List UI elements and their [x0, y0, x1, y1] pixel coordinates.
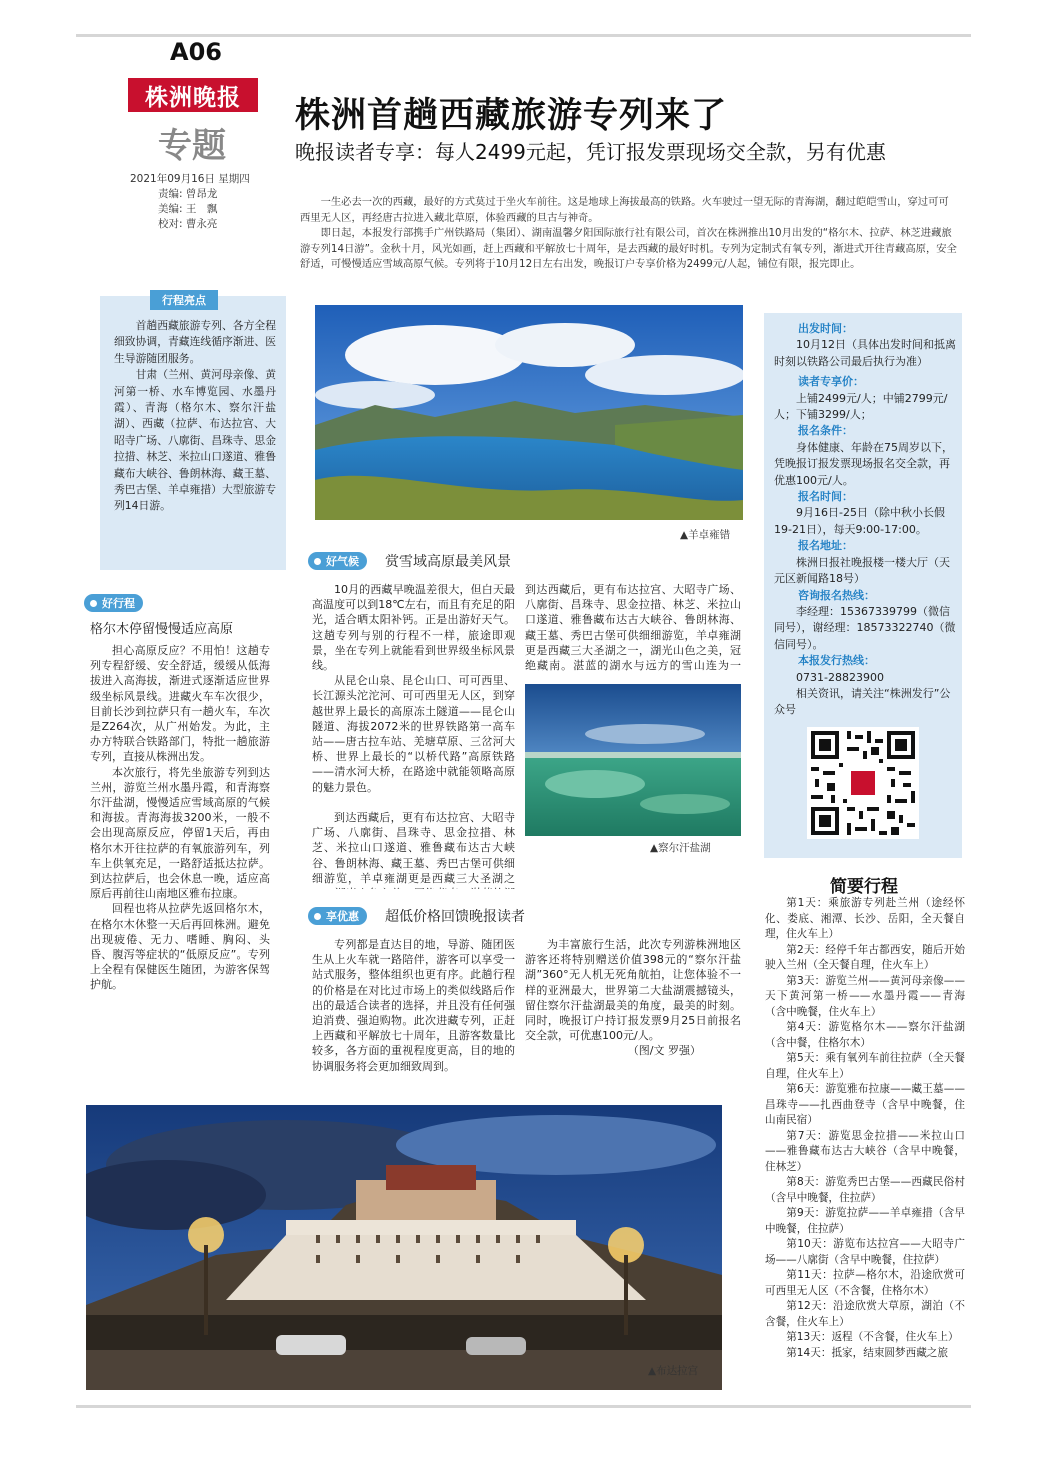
itinerary-day: 第1天：乘旅游专列赴兰州（途经怀化、娄底、湘潭、长沙、岳阳，全天餐自理，住火车上）: [765, 897, 965, 940]
section-name: 专题: [158, 126, 226, 166]
departure-label: 出发时间：: [798, 322, 853, 335]
column-deal-1: [312, 937, 515, 1074]
proofreader-line: 校对: 曹永亮: [158, 218, 218, 230]
address-label: 报名地址：: [798, 539, 853, 553]
bottom-rule: [76, 1405, 971, 1408]
itinerary-day: 第6天：游览雅布拉康——藏王墓——昌珠寺——扎西曲登寺（含早中晚餐，住山南民宿）: [765, 1083, 965, 1126]
circle-icon: [88, 598, 99, 609]
column-trip: [90, 643, 270, 993]
section-title-deal: 超低价格回馈晚报读者: [385, 909, 525, 925]
distribution-label: 本报发行热线：: [798, 654, 875, 668]
paragraph: 从昆仑山泉、昆仑山口、可可西里、长江源头沱沱河、可可西里无人区，到穿越世界上最长的高原冻土隧道——昆仑山隧道、海拔2072米的世界铁路第一高车站——唐古拉车站、羌塘草原、三岔河大桥、世界上最长的“以桥代路”高原铁路——清水河大桥，在路途中就能领略高原的魅力景色。: [312, 674, 515, 794]
edition-info: [130, 172, 270, 232]
column-weather-3: [525, 582, 741, 674]
section-head-deal: [308, 906, 525, 926]
section-head-trip: [84, 594, 143, 612]
column-weather-1: [312, 582, 515, 795]
itinerary-day: 第13天：返程（不含餐，住火车上）: [786, 1331, 959, 1343]
departure-text: 10月12日（具体出发时间和抵离时刻以铁路公司最后执行为准）: [774, 338, 956, 368]
lake-illustration: [315, 305, 743, 520]
itinerary-list: [765, 896, 965, 1394]
photo-potala-palace: [86, 1105, 722, 1390]
photo-salt-lake: [525, 684, 741, 836]
itinerary-day: 第14天：抵家，结束圆梦西藏之旅: [786, 1346, 948, 1359]
signup-time-label: 报名时间：: [798, 490, 853, 504]
caption-palace: ▲布达拉宫: [648, 1365, 699, 1377]
circle-icon: [312, 911, 323, 922]
column-deal-2: [525, 937, 741, 1059]
info-box: [764, 313, 962, 858]
condition-text: 身体健康、年龄在75周岁以下，凭晚报订报发票现场报名交全款，再优惠100元/人。: [774, 440, 953, 487]
qr-code[interactable]: [807, 727, 919, 839]
wechat-text: 相关资讯，请关注“株洲发行”公众号: [774, 686, 951, 717]
lead-paragraph: 即日起，本报发行部携手广州铁路局（集团）、湖南温馨夕阳国际旅行社有限公司，首次在株洲推出10月出发的“格尔木、拉萨、林芝进藏旅游专列14日游”。金秋十月，风光如画，赶上西藏和平解放七十周年，是去西藏的最好时机。专列为定制式有氧专列，渐进式开往青藏高原，安全舒适，可慢慢适应雪域高原气候。专列将于10月12日左右出发，晚报订户专享价格为2499元/人起，铺位有限，报完即止。: [300, 227, 957, 270]
paragraph: 回程也将从拉萨先返回格尔木，在格尔木休整一天后再回株洲。避免出现疲倦、无力、嗜睡、胸闷、头昏、腹泻等症状的“低原反应”。专列上全程有保健医生随团，为游客保驾护航。: [90, 902, 270, 992]
tag-good-trip: 好行程: [84, 594, 143, 612]
itinerary-day: 第9天：游览拉萨——羊卓雍措（含早中晚餐，住拉萨）: [765, 1207, 965, 1235]
hotline-label: 咨询报名热线：: [798, 588, 875, 602]
paragraph: 本次旅行，将先坐旅游专列到达兰州，游览兰州水墨丹霞，和青海察尔汗盐湖，慢慢适应雪域高原的气候和海拔。青海海拔3200米，一般不会出现高原反应，停留1天后，再由格尔木开往拉萨的有氧旅游列车，列车上供氧充足，一路舒适抵达拉萨。到达拉萨后，也会休息一晚，适应高原后再前往山南地区雅布拉康。: [90, 765, 270, 901]
salt-lake-illustration: [525, 684, 741, 836]
photo-yamdrok-lake: [315, 305, 743, 520]
hotline-text: 李经理：15367339799（微信同号），谢经理：18573322740（微信同号）。: [774, 604, 956, 651]
column-weather-2: [312, 810, 515, 889]
paragraph: 专列都是直达目的地，导游、随团医生从上火车就一路陪伴，游客可以享受一站式服务，整体组织也更有序。此趟行程的价格是在对比过市场上的类似线路后作出的最适合读者的选择，并且没有任何强迫消费、强迫购物。此次进藏专列，正赶上西藏和平解放七十周年，且游客数量比较多，各方面的重视程度更高，目的地的协调服务将会更加细致周到。: [312, 938, 515, 1073]
headline-subtitle: 晚报读者专享：每人2499元起，凭订报发票现场交全款，另有优惠: [295, 140, 886, 164]
palace-illustration: [86, 1105, 722, 1390]
distribution-phone: 0731-28823900: [796, 670, 884, 684]
headline-title: 株洲首趟西藏旅游专列来了: [295, 96, 728, 136]
paragraph: 担心高原反应？不用怕！这趟专列专程舒缓、安全舒适，缓缓从低海拔进入高海拔，渐进式逐渐适应世界级坐标风景线。进藏火车车次很少，目前长沙到拉萨只有一趟火车，车次是Z264次，从广州始发。为此，主办方特联合铁路部门，特批一趟旅游专列，直接从株洲出发。: [90, 644, 270, 764]
itinerary-day: 第11天：拉萨—格尔木，沿途欣赏可可西里无人区（不含餐，住格尔木）: [765, 1269, 965, 1297]
itinerary-day: 第5天：乘有氧列车前往拉萨（全天餐自理，住火车上）: [765, 1052, 965, 1080]
condition-label: 报名条件：: [798, 424, 853, 438]
caption-lake: ▲羊卓雍错: [680, 529, 731, 541]
signup-time-text: 9月16日-25日（除中秋小长假19-21日），每天9:00-17:00。: [774, 506, 945, 536]
itinerary-day: 第12天：沿途欣赏大草原，湖泊（不含餐，住火车上）: [765, 1300, 965, 1328]
designer-line: 美编: 王 飘: [158, 203, 218, 215]
itinerary-day: 第8天：游览秀巴古堡——西藏民俗村（含早中晚餐，住拉萨）: [765, 1176, 965, 1204]
paragraph: 10月的西藏早晚温差很大，但白天最高温度可以到18℃左右，而且有充足的阳光，适合晒太阳补钙。正是出游好天气。这趟专列与别的行程不一样，旅途即观景，坐在专列上就能看到世界级坐标风景线。: [312, 583, 515, 673]
caption-salt-lake: ▲察尔汗盐湖: [650, 842, 711, 854]
lead-text: [300, 195, 958, 273]
price-text: 上铺2499元/人；中铺2799元/人；下铺3299/人；: [774, 391, 948, 422]
highlights-paragraph: 首趟西藏旅游专列、各方全程细致协调，青藏连线循序渐进、医生导游随团服务。: [114, 319, 276, 365]
paper-logo: 株洲晚报: [128, 78, 258, 112]
itinerary-day: 第2天：经停千年古都西安，随后开始驶入兰州（全天餐自理，住火车上）: [765, 943, 965, 971]
qr-pattern: [807, 727, 919, 839]
tag-weather: 好气候: [308, 552, 367, 570]
page-code: A06: [170, 38, 222, 66]
itinerary-day: 第7天：游览思金拉措——米拉山口——雅鲁藏布达古大峡谷（含早中晚餐，住林芝）: [765, 1129, 965, 1173]
date-line: 2021年09月16日 星期四: [130, 173, 250, 185]
paragraph: 到达西藏后，更有布达拉宫、大昭寺广场、八廓街、昌珠寺、思金拉措、林芝、米拉山口遂道、雅鲁藏布达古大峡谷、鲁朗林海、藏王墓、秀巴古堡可供细细游览，羊卓雍湖更是西藏三大圣湖之一，湖光山色之美，冠绝藏南。湛蓝的湖水与远方的雪山连为一: [525, 583, 741, 673]
highlights-paragraph: 甘肃（兰州、黄河母亲像、黄河第一桥、水车博览园、水墨丹霞）、青海（格尔木、察尔汗盐湖）、西藏（拉萨、布达拉宫、大昭寺广场、八廓街、昌珠寺、思金拉措、林芝、米拉山口遂道、雅鲁藏布大峡谷、鲁朗林海、藏王墓、秀巴古堡、羊卓雍措）大型旅游专列14日游。: [114, 368, 276, 513]
lead-paragraph: 一生必去一次的西藏，最好的方式莫过于坐火车前往。这是地球上海拔最高的铁路。火车驶过一望无际的青海湖，翻过皑皑雪山，穿过可可西里无人区，再经唐古拉进入藏北草原，体验西藏的旦古与神奇。: [300, 196, 949, 224]
top-rule: [76, 34, 971, 37]
highlights-box: [100, 296, 286, 570]
address-text: 株洲日报社晚报楼一楼大厅（天元区新闻路18号）: [774, 555, 950, 586]
tag-deal: 享优惠: [308, 907, 367, 925]
section-title-weather: 赏雪域高原最美风景: [385, 554, 511, 570]
price-label: 读者专享价：: [798, 375, 864, 389]
section-title-trip: 格尔木停留慢慢适应高原: [90, 622, 234, 637]
itinerary-day: 第3天：游览兰州——黄河母亲像——天下黄河第一桥——水墨丹霞——青海（含中晚餐，住火车上）: [765, 974, 965, 1018]
circle-icon: [312, 556, 323, 567]
itinerary-day: 第4天：游览格尔木——察尔汗盐湖（含中餐，住格尔木）: [765, 1021, 965, 1049]
itinerary-day: 第10天：游览布达拉宫——大昭寺广场——八廓街（含早中晚餐，住拉萨）: [765, 1238, 965, 1266]
qr-logo-text: 株洲发行: [853, 789, 873, 796]
highlights-label: 行程亮点: [150, 290, 218, 310]
paragraph: 到达西藏后，更有布达拉宫、大昭寺广场、八廓街、昌珠寺、思金拉措、林芝、米拉山口遂道、雅鲁藏布达古大峡谷、鲁朗林海、藏王墓、秀巴古堡可供细细游览，羊卓雍湖更是西藏三大圣湖之: [312, 811, 515, 885]
itinerary-title: 简要行程: [830, 877, 898, 897]
section-head-weather: [308, 551, 511, 571]
paragraph: 为丰富旅行生活，此次专列游株洲地区游客还将特别赠送价值398元的“察尔汗盐湖”360°无人机无死角航拍，让您体验不一样的亚洲最大，世界第二大盐湖震撼镜头，留住察尔汗盐湖最美的角度，最美的时刻。同时，晚报订户持订报发票9月25日前报名交全款，可优惠100元/人。: [525, 938, 741, 1043]
editor-line: 责编: 曾昂龙: [158, 188, 218, 200]
credit: （图/文 罗强）: [627, 1044, 701, 1058]
